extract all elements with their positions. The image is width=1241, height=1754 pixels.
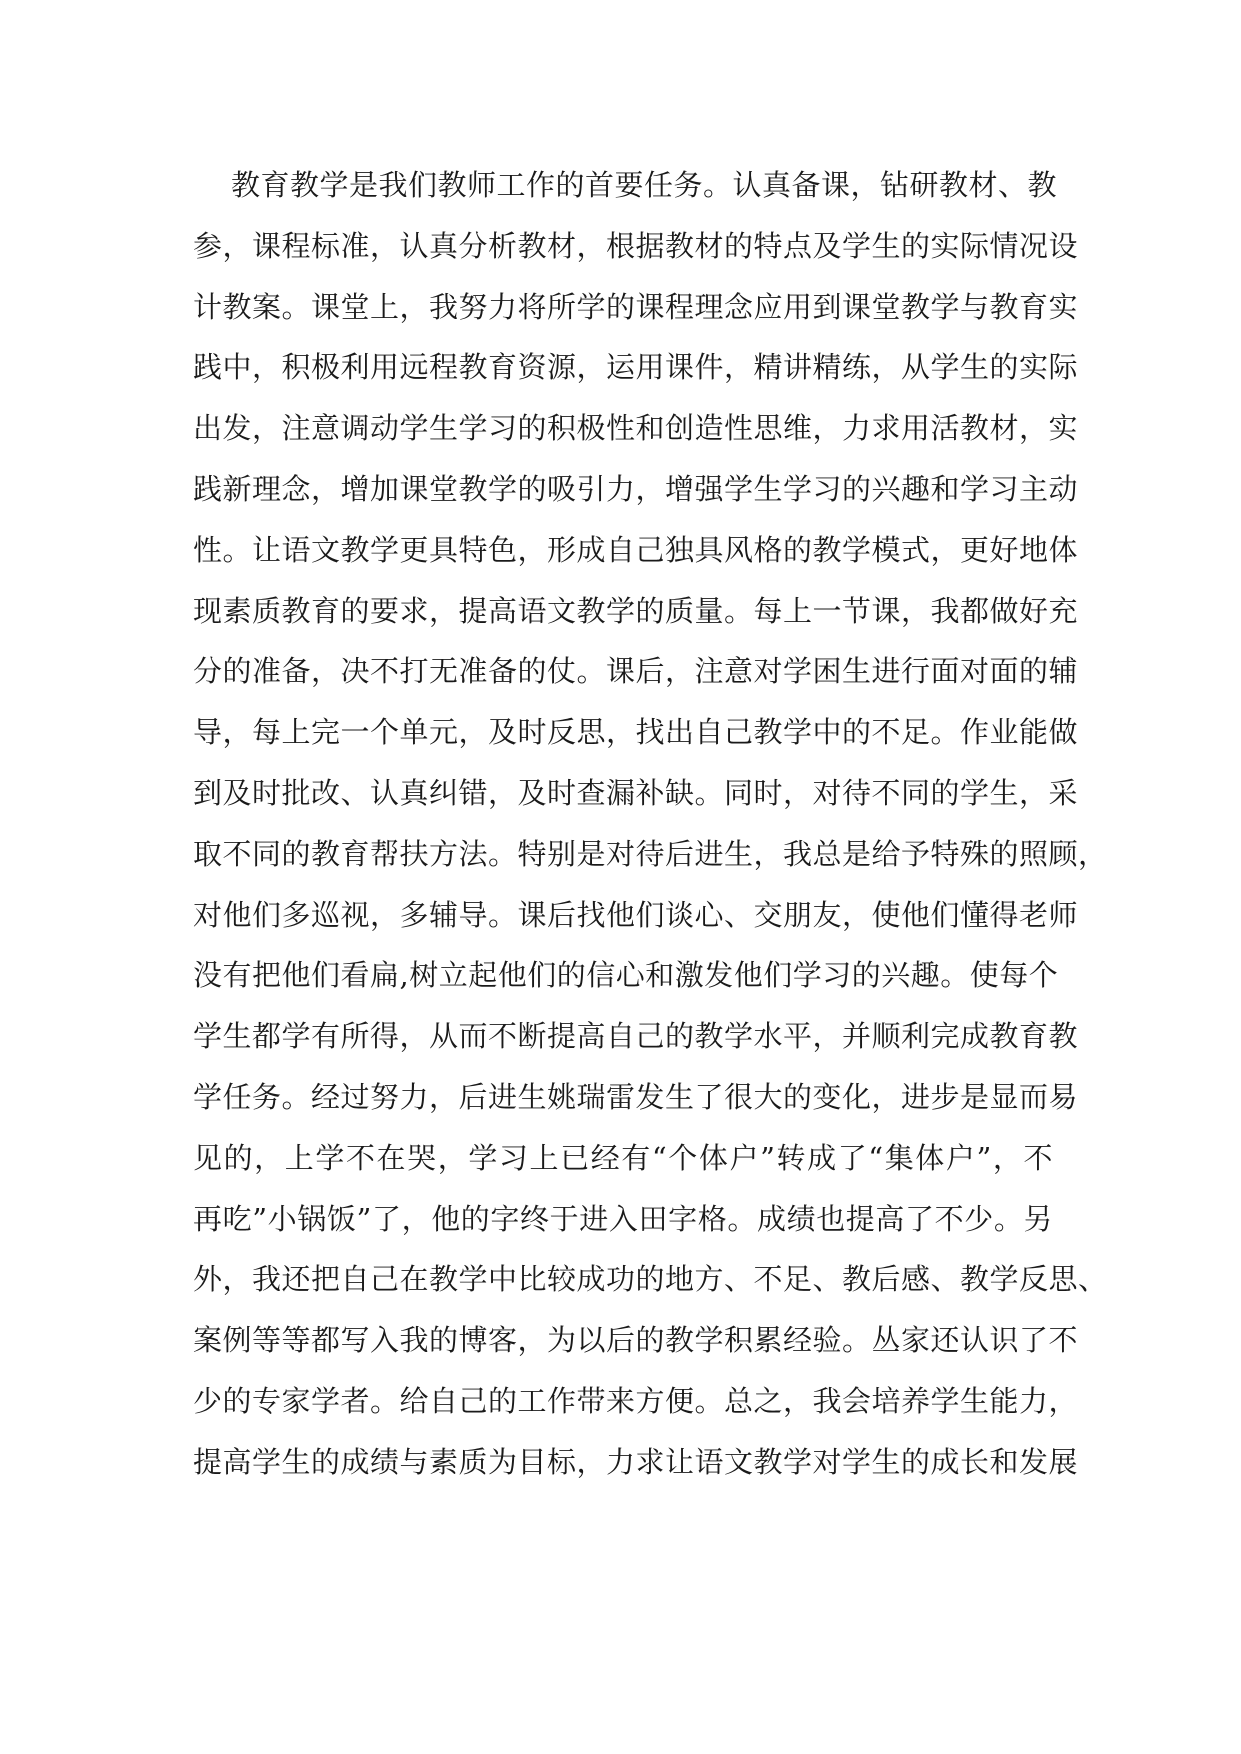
paragraph-line: 外，我还把自己在教学中比较成功的地方、不足、教后感、教学反思、 <box>193 1262 1108 1297</box>
paragraph-line: 计教案。课堂上，我努力将所学的课程理念应用到课堂教学与教育实 <box>193 289 1079 324</box>
paragraph-line: 见的，上学不在哭，学习上已经有“个体户”转成了“集体户”，不 <box>193 1140 1053 1175</box>
paragraph-line: 提高学生的成绩与素质为目标，力求让语文教学对学生的成长和发展 <box>193 1444 1079 1479</box>
paragraph-line: 少的专家学者。给自己的工作带来方便。总之，我会培养学生能力， <box>193 1383 1079 1418</box>
paragraph-line: 没有把他们看扁,树立起他们的信心和激发他们学习的兴趣。使每个 <box>193 958 1059 993</box>
paragraph-line: 践中，积极利用远程教育资源，运用课件，精讲精练，从学生的实际 <box>193 350 1079 385</box>
paragraph-line: 教育教学是我们教师工作的首要任务。认真备课，钻研教材、教 <box>231 168 1058 202</box>
paragraph-line: 导，每上完一个单元，及时反思，找出自己教学中的不足。作业能做 <box>193 715 1079 750</box>
paragraph-line: 再吃”小锅饭”了，他的字终于进入田字格。成绩也提高了不少。另 <box>193 1201 1053 1236</box>
paragraph-line: 性。让语文教学更具特色，形成自己独具风格的教学模式，更好地体 <box>193 532 1079 567</box>
paragraph-line: 学生都学有所得，从而不断提高自己的教学水平，并顺利完成教育教 <box>193 1019 1079 1054</box>
paragraph-line: 分的准备，决不打无准备的仗。课后，注意对学困生进行面对面的辅 <box>193 654 1079 689</box>
paragraph-line: 到及时批改、认真纠错，及时查漏补缺。同时，对待不同的学生，采 <box>193 775 1079 810</box>
body-paragraph <box>193 160 1108 1498</box>
paragraph-line: 参，课程标准，认真分析教材，根据教材的特点及学生的实际情况设 <box>193 228 1079 263</box>
paragraph-line: 案例等等都写入我的博客，为以后的教学积累经验。丛家还认识了不 <box>193 1323 1079 1358</box>
paragraph-line: 学任务。经过努力，后进生姚瑞雷发生了很大的变化，进步是显而易 <box>193 1079 1079 1114</box>
paragraph-line: 出发，注意调动学生学习的积极性和创造性思维，力求用活教材，实 <box>193 411 1079 446</box>
paragraph-line: 现素质教育的要求，提高语文教学的质量。每上一节课，我都做好充 <box>193 593 1079 628</box>
paragraph-line: 取不同的教育帮扶方法。特别是对待后进生，我总是给予特殊的照顾， <box>193 836 1108 871</box>
paragraph-line: 对他们多巡视，多辅导。课后找他们谈心、交朋友，使他们懂得老师 <box>193 897 1079 932</box>
paragraph-line: 践新理念，增加课堂教学的吸引力，增强学生学习的兴趣和学习主动 <box>193 471 1079 506</box>
